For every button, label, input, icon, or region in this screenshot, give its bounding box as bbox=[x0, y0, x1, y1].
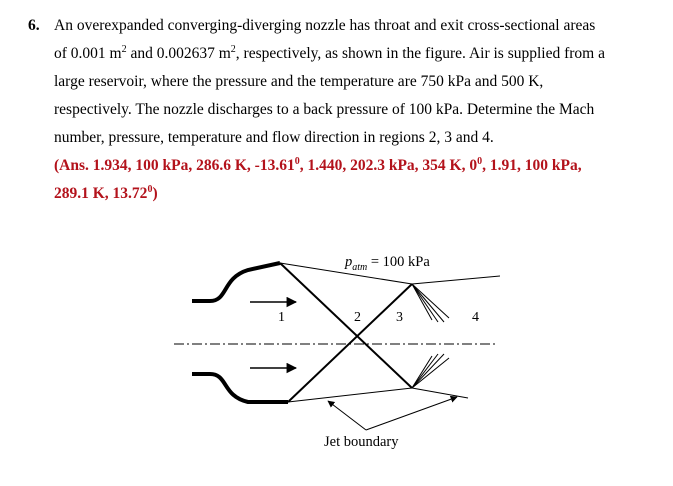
region-2-label: 2 bbox=[354, 310, 361, 325]
nozzle-lower-wall bbox=[192, 374, 288, 402]
statement-line-4: respectively. The nozzle discharges to a back pressure of 100 kPa. Determine the Mach bbox=[54, 101, 595, 118]
expansion-fan-lower bbox=[412, 354, 449, 388]
answer-line-1: (Ans. 1.934, 100 kPa, 286.6 K, -13.61$^0$, 1.440, 202.3 kPa, 354 K, $0^0$, 1.91, 100 kPa, bbox=[54, 155, 582, 174]
nozzle-upper-wall bbox=[192, 263, 280, 301]
expansion-fan-upper bbox=[412, 284, 449, 322]
statement-line-3: large reservoir, where the pressure and the temperature are 750 kPa and 500 K, bbox=[54, 73, 544, 90]
region-4-label: 4 bbox=[472, 310, 479, 325]
statement-line-2: of 0.001 $m^2$ and 0.002637 $m^2$, respectively, as shown in the figure. Air is supplied from a bbox=[54, 43, 605, 62]
jet-pointer-left bbox=[328, 401, 366, 430]
jet-boundary-upper-2 bbox=[412, 276, 500, 284]
region-3-label: 3 bbox=[396, 310, 403, 325]
jet-pointer-right bbox=[366, 397, 457, 430]
problem-number: 6. bbox=[28, 17, 40, 34]
shock-upper bbox=[280, 263, 412, 388]
back-pressure-label: $p_{atm} = 100$ kPa bbox=[345, 254, 430, 273]
nozzle-diagram bbox=[170, 250, 500, 460]
statement-line-5: number, pressure, temperature and flow direction in regions 2, 3 and 4. bbox=[54, 129, 494, 146]
region-1-label: 1 bbox=[278, 310, 285, 325]
jet-boundary-label: Jet boundary bbox=[324, 434, 399, 450]
shock-lower bbox=[288, 284, 412, 402]
jet-boundary-lower-2 bbox=[412, 388, 468, 398]
statement-line-1: An overexpanded converging-diverging nozzle has throat and exit cross-sectional areas bbox=[54, 17, 596, 34]
nozzle-figure bbox=[170, 250, 500, 460]
problem-statement bbox=[54, 12, 640, 208]
jet-boundary-lower-1 bbox=[288, 388, 412, 402]
answer-line-2: 289.1 K, 13.72$^0$) bbox=[54, 183, 158, 202]
